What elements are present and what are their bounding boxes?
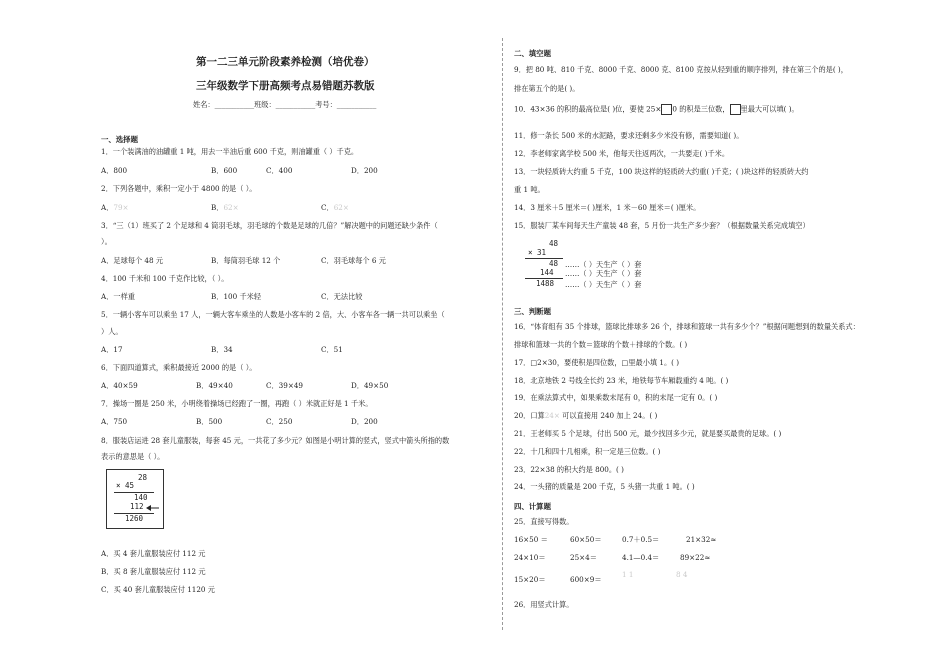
calc-item: 24×10＝ bbox=[514, 553, 546, 562]
question-13: 13．一块轻质砖大约重 5 千克，100 块这样的轻质砖大约重( )千克；( )块这样的轻质砖大约 bbox=[514, 167, 809, 176]
question-21: 21．王老师买 5 个足球，付出 500 元，最少找回多少元，就是要买最贵的足球。( ) bbox=[514, 429, 782, 438]
section-heading-choice: 一、选择题 bbox=[101, 135, 138, 144]
q7-option-c: C．250 bbox=[266, 417, 293, 426]
q3-option-a: A．足球每个 48 元 bbox=[101, 256, 164, 265]
calc-item: 60×50＝ bbox=[570, 535, 602, 544]
question-7: 7．操场一圈是 250 米，小明绕着操场已经跑了一圈，再跑（ ）米就正好是 1 千米。 bbox=[101, 399, 373, 408]
section-heading-judge: 三、判断题 bbox=[514, 307, 551, 316]
faint-fraction: 1 1 bbox=[622, 570, 634, 579]
calc-item: 600×9＝ bbox=[570, 575, 602, 584]
q15-calc-multiplicand: 48 bbox=[549, 239, 559, 248]
q8-option-a: A．买 4 套儿童服装应付 112 元 bbox=[101, 549, 206, 558]
q2-option-c: C．62× bbox=[321, 203, 349, 212]
section-heading-fill: 二、填空题 bbox=[514, 49, 551, 58]
q8-calc-partial-1: 140 bbox=[134, 493, 148, 502]
question-2: 2．下列各题中，乘积一定小于 4800 的是（ ）。 bbox=[101, 184, 257, 193]
question-4: 4．100 千米和 100 千克作比较，（ ）。 bbox=[101, 274, 229, 283]
question-10: 10．43×36 的积的最高位是( )位，要使 25× 0 的积是三位数， 里最大可以填( )。 bbox=[514, 104, 799, 114]
question-9-cont: 排在第五个的是( )。 bbox=[514, 84, 580, 93]
q7-option-b: B．500 bbox=[196, 417, 223, 426]
q15-calc-partial-2: 144 bbox=[540, 268, 554, 277]
q15-calc-multiplier: × 31 bbox=[528, 248, 547, 257]
q7-option-a: A．750 bbox=[101, 417, 128, 426]
q6-option-c: C．39×49 bbox=[266, 381, 304, 390]
q1-option-a: A．800 bbox=[101, 166, 128, 175]
q3-option-c: C．羽毛球每个 6 元 bbox=[321, 256, 386, 265]
question-5: 5．一辆小客车可以乘坐 17 人，一辆大客车乘坐的人数是小客车的 2 倍，大、小客车各一辆一共可以乘坐（ bbox=[101, 310, 445, 319]
question-5-cont: ）人。 bbox=[101, 327, 123, 336]
question-15: 15．服装厂某车间每天生产童装 48 套，5 月份一共生产多少套？（根据数量关系完成填空） bbox=[514, 221, 810, 230]
q5-option-b: B．34 bbox=[211, 345, 233, 354]
calc-item: 16×50 ＝ bbox=[514, 535, 548, 544]
calc-item: 4.1—0.4＝ bbox=[622, 553, 660, 562]
question-16-cont: 排球和篮球一共的个数＝篮球的个数＋排球的个数。( ) bbox=[514, 340, 688, 349]
q6-option-d: D．49×50 bbox=[351, 381, 389, 390]
q15-annotation-1: ……（ ）天生产（ ）套 bbox=[565, 260, 642, 269]
question-8: 8．服装店运进 28 套儿童服装，每套 45 元，一共花了多少元？如图是小明计算的竖式，竖式中箭头所指的数 bbox=[101, 436, 450, 445]
q8-calc-multiplier: × 45 bbox=[116, 481, 135, 490]
blank-box bbox=[661, 104, 672, 115]
q8-calc-partial-2: 112 bbox=[130, 502, 144, 511]
question-8-cont: 表示的意思是（ ）。 bbox=[101, 452, 165, 461]
question-16: 16．“体育组有 35 个排球，篮球比排球多 26 个，排球和篮球一共有多少个？”根据问题想到的数量关系式： bbox=[514, 322, 860, 331]
calc-item: 89×22≈ bbox=[680, 553, 711, 562]
question-17: 17．□2×30，要使积是四位数，□里最小填 1。( ) bbox=[514, 358, 680, 367]
question-11: 11．修一条长 500 米的水泥路，要求还剩多少米没有修，需要知道( )。 bbox=[514, 131, 744, 140]
faint-fraction: 8 4 bbox=[676, 570, 688, 579]
q6-option-a: A．40×59 bbox=[101, 381, 138, 390]
calc-item: 21×32≈ bbox=[686, 535, 717, 544]
q15-annotation-3: ……（ ）天生产（ ）套 bbox=[565, 280, 642, 289]
calc-item: 15×20＝ bbox=[514, 575, 546, 584]
q2-option-a: A．79× bbox=[101, 203, 129, 212]
q4-option-b: B．100 千米轻 bbox=[211, 292, 262, 301]
q5-option-c: C．51 bbox=[321, 345, 343, 354]
question-9: 9．把 80 吨、810 千克、8000 千克、8000 克、8100 克按从轻到重的顺序排列，排在第三个的是( )， bbox=[514, 65, 848, 74]
q15-calc-product: 1488 bbox=[536, 279, 555, 288]
question-18: 18．北京地铁 2 号线全长约 23 米，地铁每节车厢载重约 4 吨。( ) bbox=[514, 376, 729, 385]
q1-option-b: B．600 bbox=[211, 166, 238, 175]
calc-item: 25×4＝ bbox=[570, 553, 597, 562]
page-subtitle: 三年级数学下册高频考点易错题苏教版 bbox=[196, 80, 375, 92]
q4-option-c: C．无法比较 bbox=[321, 292, 363, 301]
q5-option-a: A．17 bbox=[101, 345, 123, 354]
q1-option-d: D．200 bbox=[351, 166, 378, 175]
question-1: 1．一个装满油的油罐重 1 吨，用去一半油后重 600 千克，则油罐重（ ）千克。 bbox=[101, 147, 359, 156]
question-12: 12．李老师家离学校 500 米，他每天往返两次，一共要走( )千米。 bbox=[514, 149, 730, 158]
question-19: 19．在乘法算式中，如果乘数末尾有 0，积的末尾一定有 0。( ) bbox=[514, 393, 718, 402]
section-heading-calc: 四、计算题 bbox=[514, 502, 551, 511]
blank-box bbox=[730, 104, 741, 115]
q7-option-d: D．200 bbox=[351, 417, 378, 426]
question-23: 23．22×38 的积大约是 800。( ) bbox=[514, 465, 624, 474]
q15-calc-partial-1: 48 bbox=[549, 259, 559, 268]
column-divider bbox=[502, 38, 503, 630]
question-3: 3．“三（1）班买了 2 个足球和 4 筒羽毛球，羽毛球的个数是足球的几倍？”解决题中的问题还缺少条件（ bbox=[101, 221, 438, 230]
q15-annotation-2: ……（ ）天生产（ ）套 bbox=[565, 269, 642, 278]
question-24: 24．一头猪的质量是 200 千克，5 头猪一共重 1 吨。( ) bbox=[514, 482, 695, 491]
question-22: 22．十几和四十几相乘，积一定是三位数。( ) bbox=[514, 447, 661, 456]
question-6: 6．下面四道算式，乘积最接近 2000 的是（ ）。 bbox=[101, 363, 257, 372]
q8-option-c: C．买 40 套儿童服装应付 1120 元 bbox=[101, 585, 215, 594]
q4-option-a: A．一样重 bbox=[101, 292, 135, 301]
q1-option-c: C．400 bbox=[266, 166, 293, 175]
q8-calc-multiplicand: 28 bbox=[138, 473, 148, 482]
student-info-line: 姓名：___________班级：___________考号：___________ bbox=[193, 100, 377, 109]
q3-option-b: B．每筒羽毛球 12 个 bbox=[211, 256, 281, 265]
page-title: 第一二三单元阶段素养检测（培优卷） bbox=[196, 56, 375, 68]
question-25: 25．直接写得数。 bbox=[514, 517, 574, 526]
q8-calc-product: 1260 bbox=[125, 514, 144, 523]
q8-option-b: B．买 8 套儿童服装应付 112 元 bbox=[101, 567, 206, 576]
question-26: 26．用竖式计算。 bbox=[514, 600, 574, 609]
arrow-left-icon bbox=[146, 504, 160, 512]
calc-item: 0.7＋0.5＝ bbox=[622, 535, 660, 544]
question-20: 20．口算24× 可以直接用 240 加上 24。( ) bbox=[514, 411, 658, 420]
q2-option-b: B．62× bbox=[211, 203, 239, 212]
question-3-cont: ）。 bbox=[101, 237, 112, 246]
q6-option-b: B．49×40 bbox=[196, 381, 233, 390]
question-13-cont: 重 1 吨。 bbox=[514, 185, 545, 194]
question-14: 14．3 厘米＋5 厘米＝( )厘米，1 米－60 厘米＝( )厘米。 bbox=[514, 203, 701, 212]
